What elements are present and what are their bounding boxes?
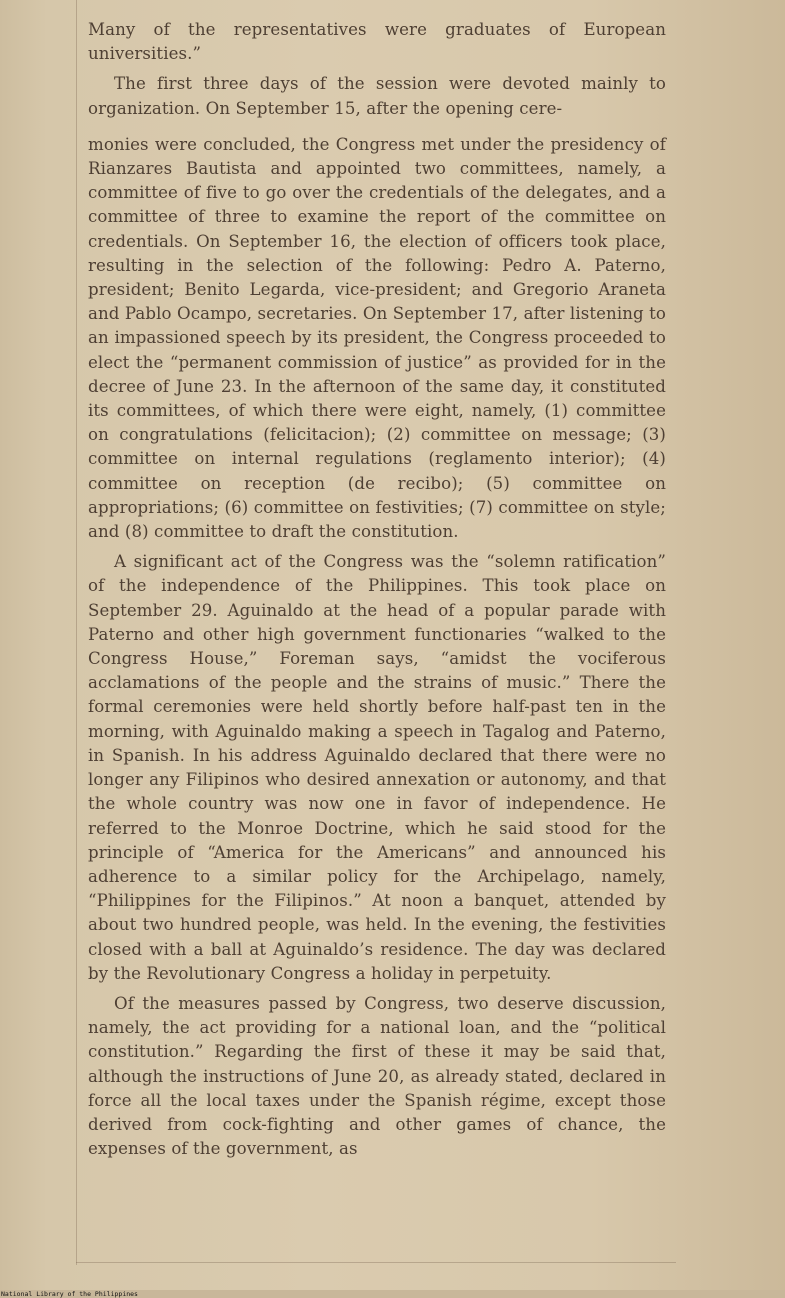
document-body — [88, 18, 666, 1161]
source-footer: National Library of the Philippines — [1, 1290, 138, 1298]
paragraph-committees: monies were concluded, the Congress met under the presidency of Rianzares Bautista and appointed two committees, namely, a committee of five to go over the credentials of the delegates, and a committee of three to examine the report of the committee on credentials. On September 16, the election of officers took place, resulting in the selection of the following: Pedro A. Paterno, president; Benito Legarda, vice-president; and Gregorio Araneta and Pablo Ocampo, secretaries. On September 17, after listening to an impassioned speech by its president, the Congress proceeded to elect the “permanent commission of justice” as provided for in the decree of June 23. In the afternoon of the same day, it constituted its committees, of which there were eight, namely, (1) committee on congratulations (felicitacion); (2) committee on message; (3) committee on internal regulations (reglamento interior); (4) committee on reception (de recibo); (5) committee on appropriations; (6) committee on festivities; (7) committee on style; and (8) committee to draft the constitution. — [88, 134, 666, 542]
clipping-bottom-edge — [76, 1262, 676, 1263]
clipping-edge — [76, 0, 77, 1265]
paragraph-measures: Of the measures passed by Congress, two deserve discussion, namely, the act providing for a national loan, and the “political constitution.” Regarding the first of these it may be said that, although the instructions of June 20, as already stated, declared in force all the local taxes under the Spanish régime, except those derived from cock-fighting and other games of chance, the expenses of the government, as — [88, 993, 666, 1159]
paragraph-ratification: A significant act of the Congress was the “solemn ratification” of the independence of the Philippines. This took place on September 29. Aguinaldo at the head of a popular parade with Paterno and other high government functionaries “walked to the Congress House,” Foreman says, “amidst the vociferous acclamations of the people and the strains of music.” There the formal ceremonies were held shortly before half-past ten in the morning, with Aguinaldo making a speech in Tagalog and Paterno, in Spanish. In his address Aguinaldo declared that there were no longer any Filipinos who desired annexation or autonomy, and that the whole country was now one in favor of independence. He referred to the Monroe Doctrine, which he said stood for the principle of “America for the Americans” and announced his adherence to a similar policy for the Archipelago, namely, “Philippines for the Filipinos.” At noon a banquet, attended by about two hundred people, was held. In the evening, the festivities closed with a ball at Aguinaldo’s residence. The day was declared by the Revolutionary Congress a holiday in perpetuity. — [88, 552, 666, 983]
paragraph-continuation: Many of the representatives were graduates of European universities.” — [88, 20, 666, 64]
paragraph-session-days: The first three days of the session were devoted mainly to organization. On September 15, after the opening cere- — [88, 74, 666, 118]
